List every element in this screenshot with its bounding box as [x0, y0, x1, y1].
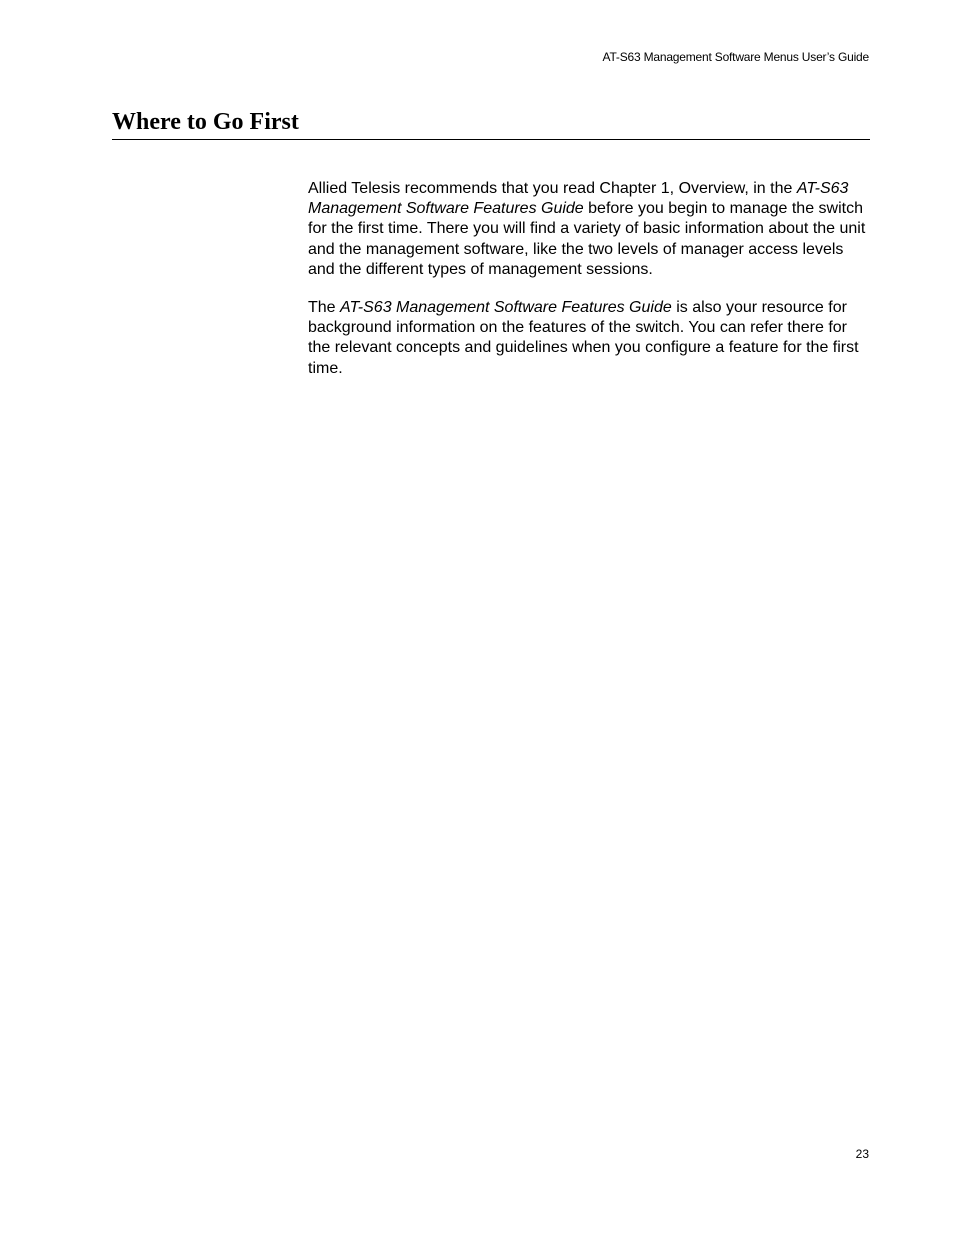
running-header: AT-S63 Management Software Menus User’s Guide: [602, 50, 869, 64]
paragraph-text: before you begin to manage the switch for the first time. There you will find a variety of basic information about the unit and the management software, like the two levels of manager access levels and the different types of management sessions.: [308, 200, 866, 278]
paragraph-resource: [308, 298, 870, 379]
paragraph-recommendation: [308, 179, 870, 280]
paragraph-text: Allied Telesis recommends that you read Chapter 1, Overview, in the: [308, 180, 797, 197]
body-text: [308, 179, 870, 397]
paragraph-text: The: [308, 299, 341, 317]
title-rule: [112, 139, 870, 140]
section-title: Where to Go First: [112, 109, 299, 135]
guide-title-reference: AT-S63 Management Software Features Guide: [340, 299, 672, 317]
guide-title-reference: AT-S63 Management Software Features Guide: [308, 180, 849, 218]
paragraph-text: is also your resource for background information on the features of the switch. You can refer there for the relevant concepts and guidelines when you configure a feature for the first time.: [308, 299, 859, 377]
page-number: 23: [855, 1147, 869, 1161]
